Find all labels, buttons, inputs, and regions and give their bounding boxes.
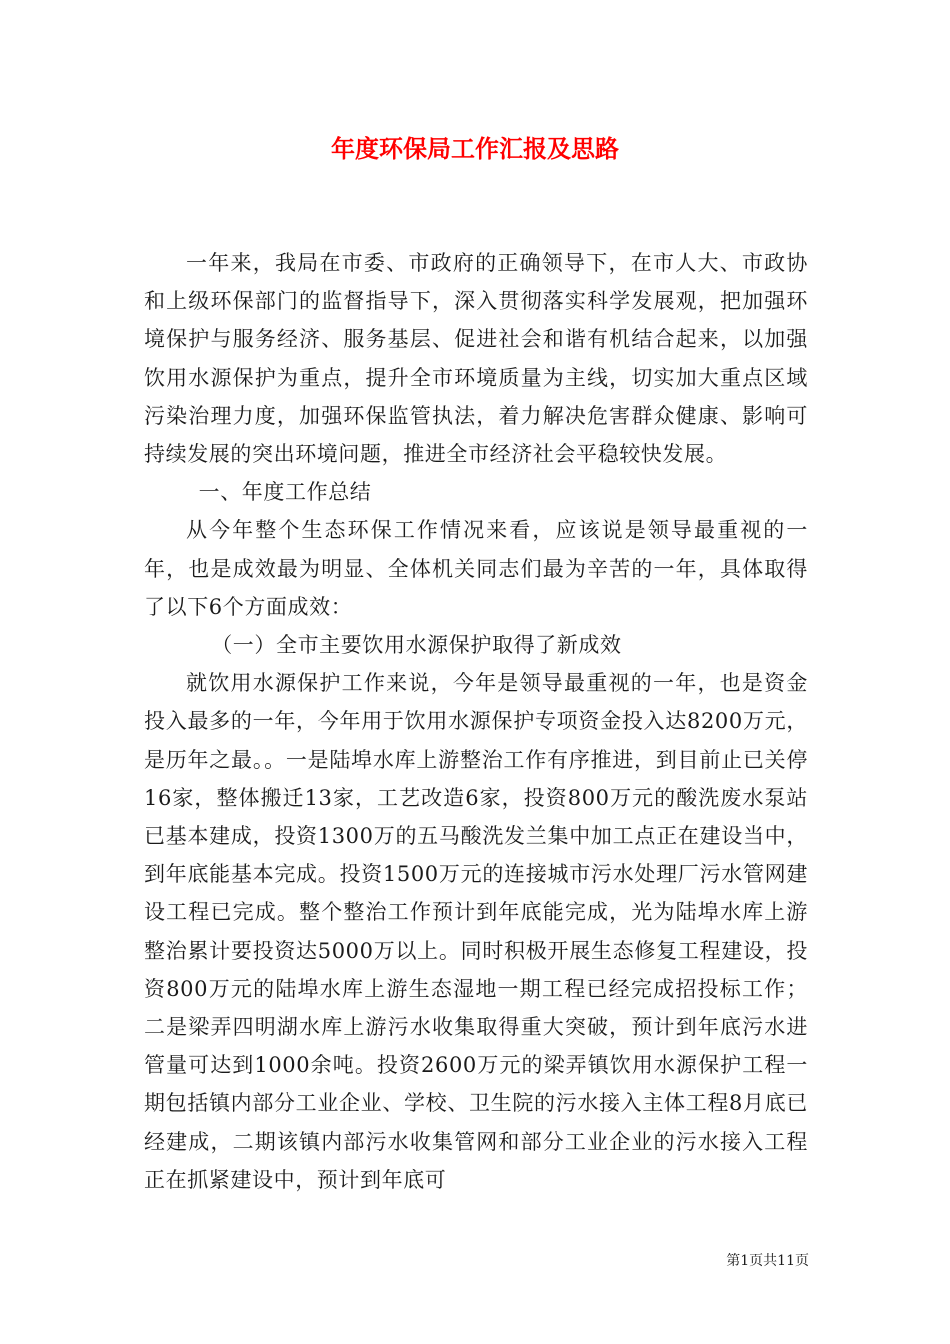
intro-paragraph: 一年来，我局在市委、市政府的正确领导下，在市人大、市政协和上级环保部门的监督指导下，深入贯彻落实科学发展观，把加强环境保护与服务经济、服务基层、促进社会和谐有机结合起来，以加强饮用水源保护为重点，提升全市环境质量为主线，切实加大重点区域污染治理力度，加强环保监管执法，着力解决危害群众健康、影响可持续发展的突出环境问题，推进全市经济社会平稳较快发展。 (144, 251, 808, 467)
water-source-paragraph: 就饮用水源保护工作来说，今年是领导最重视的一年，也是资金投入最多的一年，今年用于饮用水源保护专项资金投入达8200万元，是历年之最。。一是陆埠水库上游整治工作有序推进，到目前止已关停16家，整体搬迁13家，工艺改造6家，投资800万元的酸洗废水泵站已基本建成，投资1300万的五马酸洗发兰集中加工点正在建设当中，到年底能基本完成。投资1500万元的连接城市污水处理厂污水管网建设工程已完成。整个整治工作预计到年底能完成，光为陆埠水库上游整治累计要投资达5000万以上。同时积极开展生态修复工程建设，投资800万元的陆埠水库上游生态湿地一期工程已经完成招投标工作；二是梁弄四明湖水库上游污水收集取得重大突破，预计到年底污水进管量可达到1000余吨。投资2600万元的梁弄镇饮用水源保护工程一期包括镇内部分工业企业、学校、卫生院的污水接入主体工程8月底已经建成，二期该镇内部污水收集管网和部分工业企业的污水接入工程正在抓紧建设中，预计到年底可 (144, 671, 808, 1192)
page-number: 第1页共11页 (726, 1253, 809, 1269)
document-body (144, 244, 808, 1199)
summary-paragraph: 从今年整个生态环保工作情况来看，应该说是领导最重视的一年，也是成效最为明显、全体机关同志们最为辛苦的一年，具体取得了以下6个方面成效： (144, 518, 808, 619)
section-heading: 一、年度工作总结 (198, 480, 372, 505)
document-title: 年度环保局工作汇报及思路 (331, 135, 619, 163)
subsection-heading: （一）全市主要饮用水源保护取得了新成效 (211, 633, 622, 658)
